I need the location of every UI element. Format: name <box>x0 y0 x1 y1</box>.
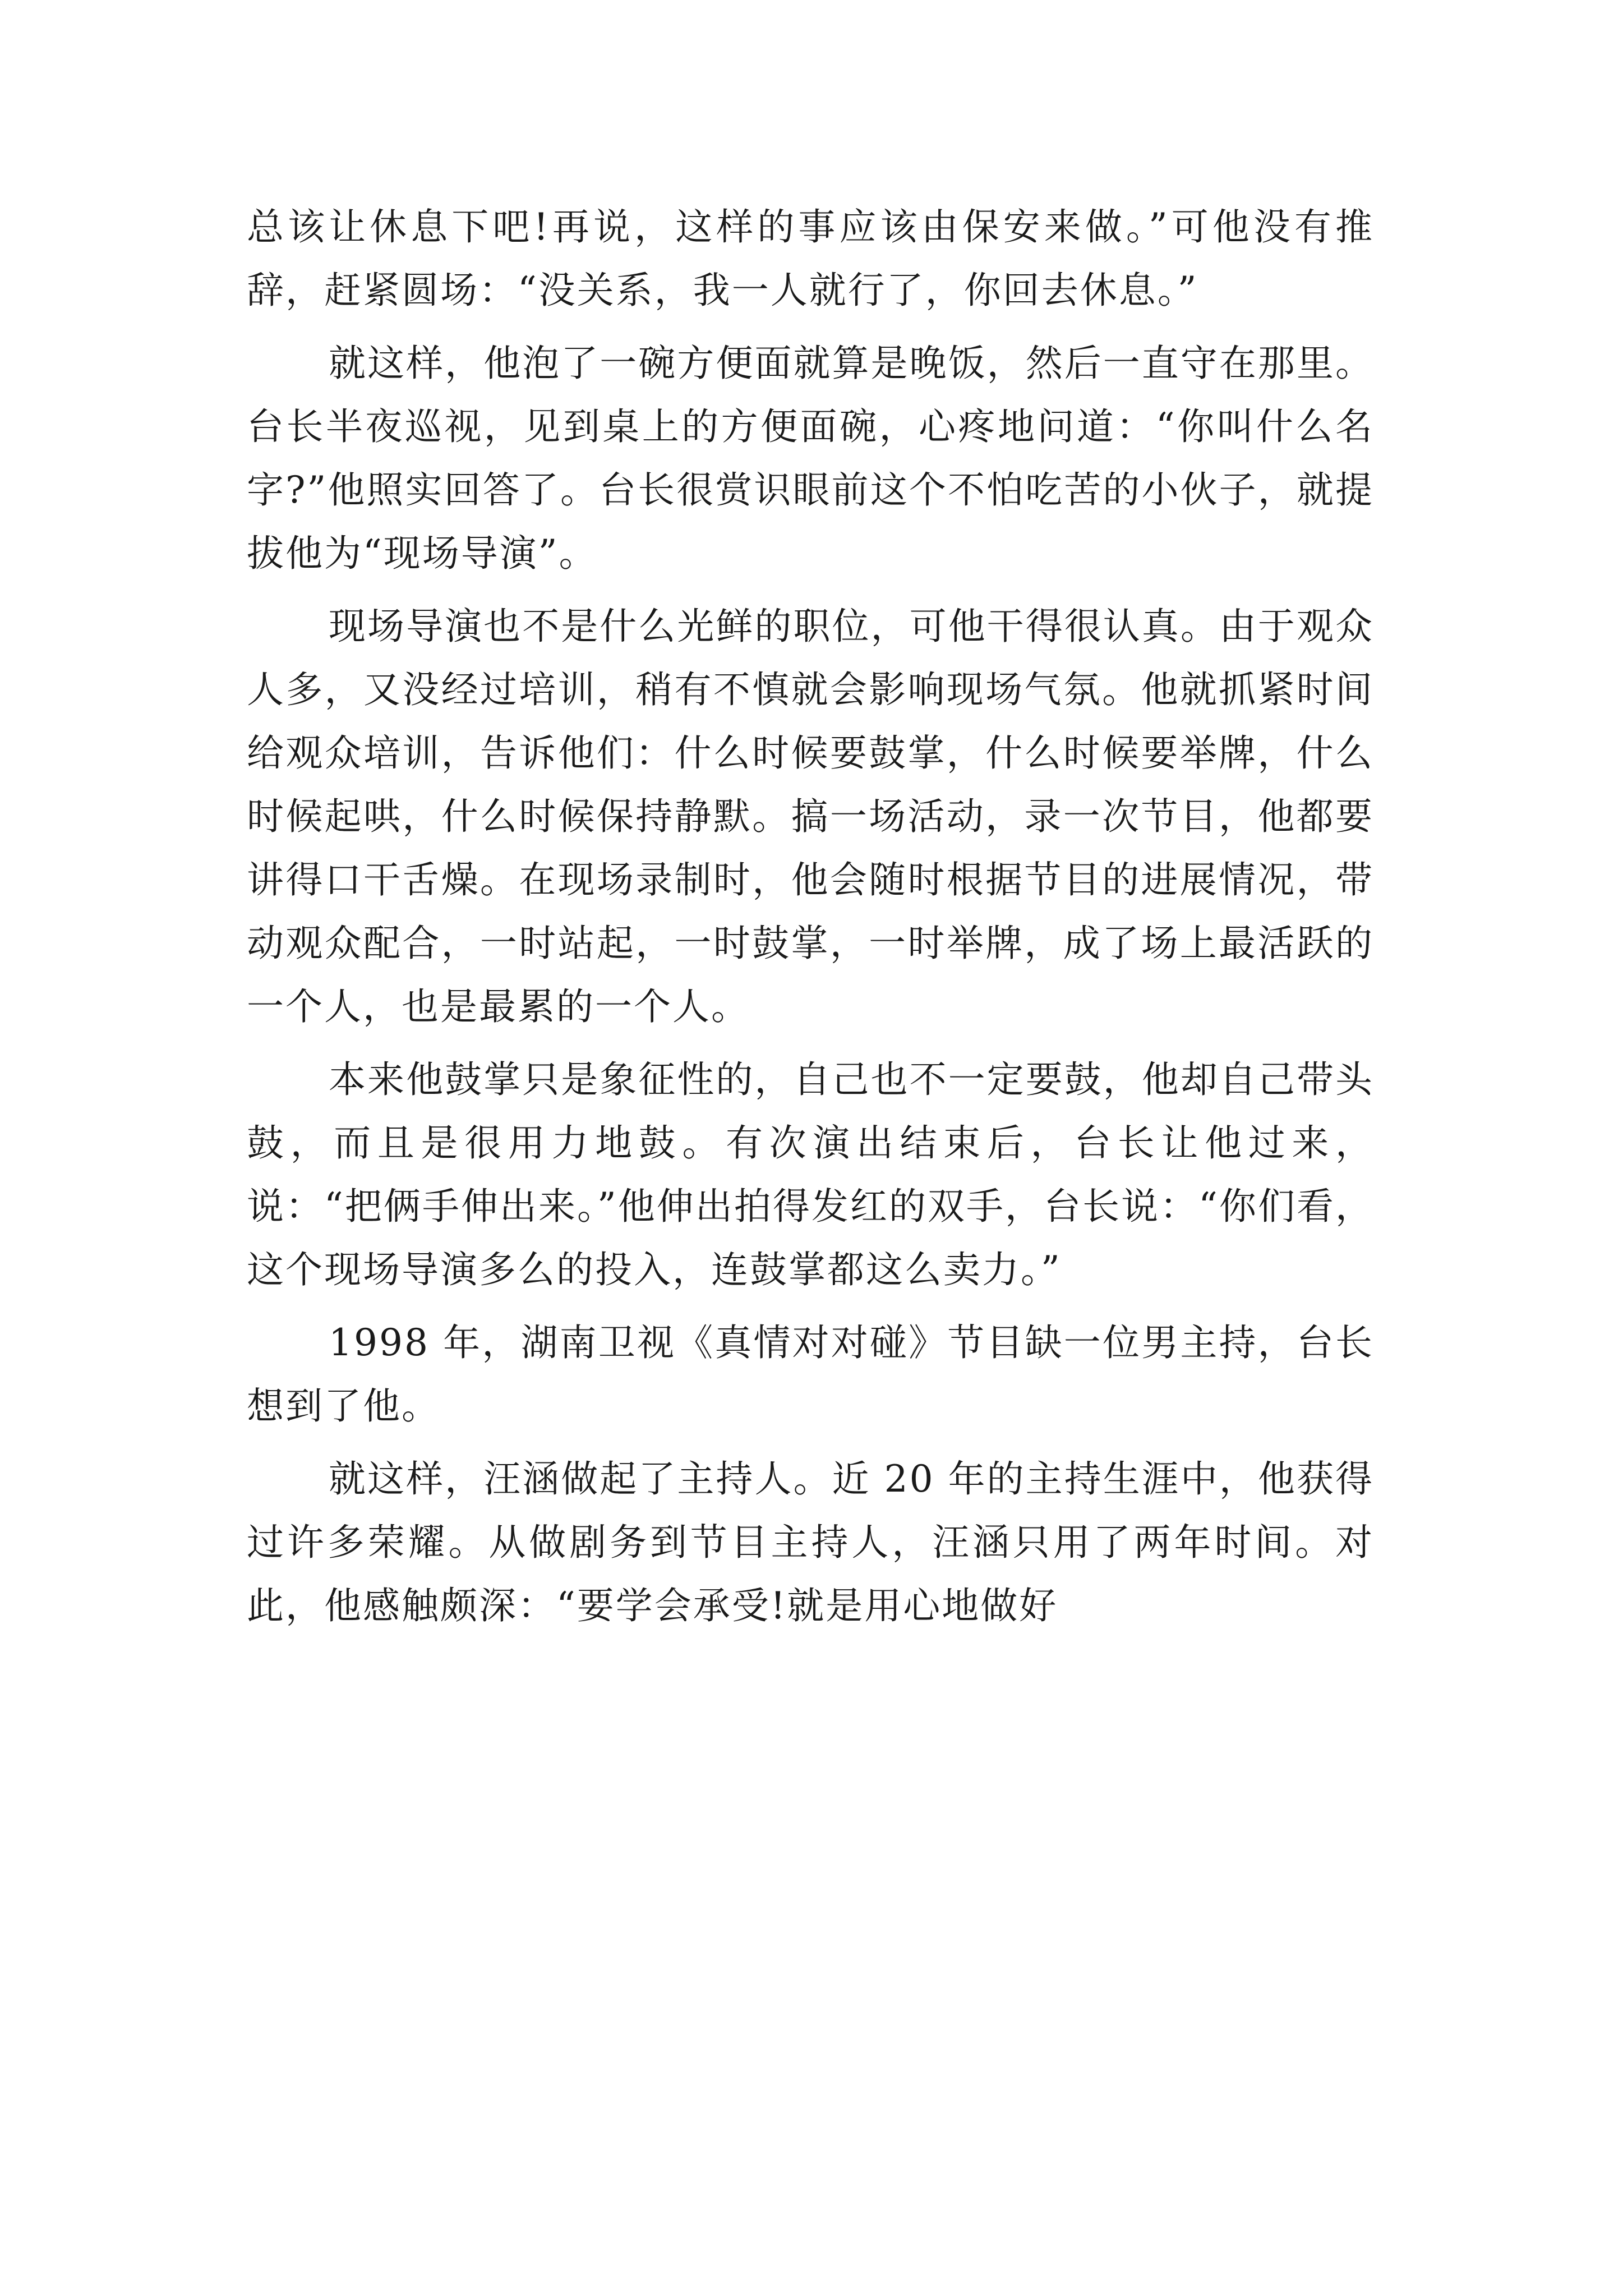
paragraph-6: 就这样，汪涵做起了主持人。近 20 年的主持生涯中，他获得过许多荣耀。从做剧务到节目主持人，汪涵只用了两年时间。对此，他感触颇深：“要学会承受!就是用心地做好 <box>247 1457 1374 1627</box>
paragraph-1: 总该让休息下吧!再说，这样的事应该由保安来做。”可他没有推辞，赶紧圆场：“没关系，我一人就行了，你回去休息。” <box>247 205 1374 312</box>
paragraph-3: 现场导演也不是什么光鲜的职位，可他干得很认真。由于观众人多，又没经过培训，稍有不慎就会影响现场气氛。他就抓紧时间给观众培训，告诉他们：什么时候要鼓掌，什么时候要举牌，什么时候起哄，什么时候保持静默。搞一场活动，录一次节目，他都要讲得口干舌燥。在现场录制时，他会随时根据节目的进展情况，带动观众配合，一时站起，一时鼓掌，一时举牌，成了场上最活跃的一个人，也是最累的一个人。 <box>247 605 1374 1028</box>
article-body <box>247 195 1374 1647</box>
paragraph-5: 1998 年，湖南卫视《真情对对碰》节目缺一位男主持，台长想到了他。 <box>247 1321 1374 1428</box>
paragraph-4: 本来他鼓掌只是象征性的，自己也不一定要鼓，他却自己带头鼓，而且是很用力地鼓。有次演出结束后，台长让他过来，说：“把俩手伸出来。”他伸出拍得发红的双手，台长说：“你们看，这个现场导演多么的投入，连鼓掌都这么卖力。” <box>247 1058 1374 1291</box>
paragraph-2: 就这样，他泡了一碗方便面就算是晚饭，然后一直守在那里。台长半夜巡视，见到桌上的方便面碗，心疼地问道：“你叫什么名字?”他照实回答了。台长很赏识眼前这个不怕吃苦的小伙子，就提拔他为“现场导演”。 <box>247 342 1374 575</box>
